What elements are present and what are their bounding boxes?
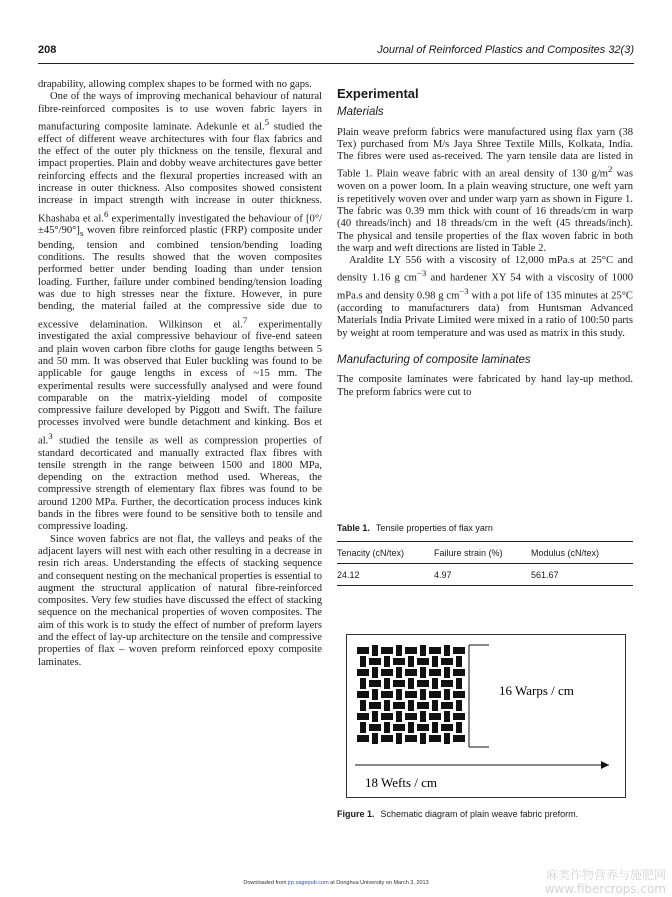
- weft-yarn-crossing: [417, 724, 429, 731]
- warp-yarn-crossing: [420, 711, 426, 722]
- warp-yarn-crossing: [456, 678, 462, 689]
- weft-yarn-crossing: [453, 669, 465, 676]
- warp-yarn-crossing: [432, 656, 438, 667]
- weft-yarn-crossing: [441, 724, 453, 731]
- weft-yarn-crossing: [381, 669, 393, 676]
- weft-yarn-crossing: [453, 735, 465, 742]
- materials-paragraph-1: Plain weave preform fabrics were manufactured using flax yarn (38 Tex) purchased from M/s Jaya Shree Textile Mills, Kolkata, India. The fibres were used as-received. The yarn tensile data are listed in Table 1. Plain weave fabric with an areal density of 130 $g/m^2$ was woven on a power loom. In a plain weaving structure, one weft yarn is repetitively woven over and under warp yarn as shown in Figure 1. The fabric was 0.39 mm thick with count of 16 threads/cm in warp (40 threads/inch) and 18 threads/cm in the weft (45 threads/inch). The physical and tensile properties of the flax woven fabric in both the warp and weft directions are listed in Table 2.: [337, 126, 633, 254]
- weft-yarn-crossing: [381, 647, 393, 654]
- weft-yarn-crossing: [357, 669, 369, 676]
- manufacturing-paragraph: The composite laminates were fabricated by hand lay-up method. The preform fabrics were cut to: [337, 374, 633, 398]
- weave-pattern: [357, 645, 465, 744]
- warp-yarn-crossing: [408, 722, 414, 733]
- subsection-heading-materials: Materials: [337, 106, 384, 119]
- table-header-cell: Tenacity (cN/tex): [337, 547, 405, 558]
- paragraph-2: One of the ways of improving mechanical behaviour of natural fibre-reinforced composites is to use woven fabric layers in manufacturing composite laminate. Adekunle et al.$^5$ studied the effect of different weave architectures with four flax fabrics and the effect of the outer ply thickness on the tensile, flexural and impact properties. Plain and dobby weave architectures gave better reinforcing effects and the flexural properties increased with an increase in outer thickness. Also composites showed consistent increase in impact strength with increase in outer thickness. Khashaba et al.$^6$ experimentally investigated the behaviour of $[0^\circ/\pm 45^\circ/90^\circ]_s$ woven fibre reinforced plastic (FRP) composite under bending, tension and combined tension/bending loading conditions. The results showed that the woven composites performed better under bending loading than under tension loading. Further, failure under combined bending/tension loading was due to high stresses near the fixture. However, in pure bending, the material failed at the compressive side due to excessive delamination. Wilkinson et al.$^7$ experimentally investigated the axial compressive behaviour of five-end sateen and plain woven carbon fibre cloths for gauge lengths between 5 and 50 mm. It was observed that Euler buckling was found to be applicable for gauge lengths in excess of ~15 mm. The experimental results were successfully analysed and were found comparable on the matrix-yielding model of composite compressive failure developed by Piggott and Swift. The failure processes involved were bundle detachment and kinking. Bos et al.$^3$ studied the tensile as well as compression properties of standard decorticated and manually extracted flax fibres with tensile strength in the range between 1500 and 1800 MPa, depending on the extraction method used. Whereas, the compressive strength of elementary flax fibres was found to be around 1200 MPa. Further, the decortication process induces kink bands in the fibres were found to be sensitive both to tensile and compressive loading.: [38, 91, 322, 533]
- warp-yarn-crossing: [444, 667, 450, 678]
- weft-yarn-crossing: [357, 691, 369, 698]
- weft-yarn-crossing: [393, 702, 405, 709]
- warp-yarn-crossing: [372, 733, 378, 744]
- warp-yarn-crossing: [444, 689, 450, 700]
- header-rule: [38, 63, 634, 64]
- weft-yarn-crossing: [405, 691, 417, 698]
- subsection-heading-manufacturing: Manufacturing of composite laminates: [337, 353, 531, 366]
- weft-yarn-crossing: [441, 680, 453, 687]
- citation-5[interactable]: 5: [264, 116, 269, 127]
- watermark-url: www.fibercrops.com: [544, 882, 666, 896]
- weft-yarn-crossing: [369, 658, 381, 665]
- weft-yarn-crossing: [393, 724, 405, 731]
- weft-yarn-crossing: [453, 713, 465, 720]
- citation-7[interactable]: 7: [242, 314, 248, 325]
- warp-yarn-crossing: [420, 689, 426, 700]
- warp-yarn-crossing: [432, 722, 438, 733]
- warp-yarn-crossing: [396, 689, 402, 700]
- warp-yarn-crossing: [360, 700, 366, 711]
- table-1: [337, 523, 633, 586]
- watermark: [545, 868, 666, 896]
- page-number: 208: [38, 44, 57, 56]
- weft-yarn-crossing: [429, 647, 441, 654]
- weft-yarn-crossing: [441, 702, 453, 709]
- paragraph-1: drapability, allowing complex shapes to be formed with no gaps.: [38, 79, 312, 90]
- watermark-chinese: 麻类作物营养与施肥网: [545, 868, 666, 882]
- weft-yarn-crossing: [369, 702, 381, 709]
- warp-yarn-crossing: [456, 656, 462, 667]
- table-row: [337, 564, 633, 586]
- table-cell: 4.97: [434, 569, 452, 580]
- download-footer: Downloaded from jrp.sagepub.com at Donghua University on March 3, 2013: [243, 880, 429, 886]
- warp-yarn-crossing: [384, 678, 390, 689]
- weft-yarn-crossing: [381, 713, 393, 720]
- warp-yarn-crossing: [360, 678, 366, 689]
- figure-1: [346, 634, 626, 798]
- warp-yarn-crossing: [420, 733, 426, 744]
- table-header-row: [337, 541, 633, 564]
- weft-yarn-crossing: [417, 702, 429, 709]
- figure-caption: Figure 1. Schematic diagram of plain weave fabric preform.: [337, 809, 579, 819]
- materials-paragraph-2: Araldite LY 556 with a viscosity of 12,000 mPa.s at 25°C and density 1.16 g $cm^{-3}$ and hardener XY 54 with a viscosity of 1000 mPa.s and density 0.98 g $cm^{-3}$ with a pot life of 135 minutes at 25°C (according to manufacturers data) from Huntsman Advanced Materials India Private Limited were mixed in a ratio of 100:50 parts by weight at room temperature and was used as matrix in this study.: [337, 255, 633, 339]
- wefts-label: 18 Wefts / cm: [365, 775, 438, 790]
- table-cell: 561.67: [531, 569, 559, 580]
- citation-3[interactable]: 3: [48, 430, 53, 441]
- right-column: [337, 88, 633, 399]
- table-header-cell: Failure strain (%): [434, 547, 503, 558]
- warp-yarn-crossing: [384, 700, 390, 711]
- weft-yarn-crossing: [381, 691, 393, 698]
- warps-label: 16 Warps / cm: [499, 683, 574, 698]
- warp-yarn-crossing: [396, 667, 402, 678]
- plain-weave-schematic: [347, 635, 625, 797]
- warp-yarn-crossing: [420, 645, 426, 656]
- left-column: [38, 79, 322, 669]
- weft-yarn-crossing: [357, 713, 369, 720]
- weft-yarn-crossing: [429, 669, 441, 676]
- paragraph-3: Since woven fabrics are not flat, the valleys and peaks of the adjacent layers will nest with each other resulting in a decrease in resin rich areas. Understanding the effects of stacking sequence and consequent nesting on the mechanical properties is essential to augment the structural application of natural fibre-reinforced composites. Very few studies have discussed the effect of stacking sequence on the mechanical properties of woven composites. The aim of this work is to study the effect of number of preform layers and the effect of lay-up architecture on the tensile and compressive properties of flax – woven preform reinforced epoxy composite laminates.: [38, 533, 322, 668]
- warp-yarn-crossing: [408, 656, 414, 667]
- warp-yarn-crossing: [372, 689, 378, 700]
- warp-yarn-crossing: [384, 656, 390, 667]
- warp-yarn-crossing: [372, 667, 378, 678]
- warp-yarn-crossing: [396, 733, 402, 744]
- warp-yarn-crossing: [372, 645, 378, 656]
- section-heading-experimental: Experimental: [337, 86, 419, 101]
- warp-yarn-crossing: [432, 700, 438, 711]
- warp-yarn-crossing: [372, 711, 378, 722]
- warp-yarn-crossing: [360, 722, 366, 733]
- table-cell: 24.12: [337, 569, 360, 580]
- weft-yarn-crossing: [429, 691, 441, 698]
- weft-arrow-head: [601, 761, 609, 769]
- warp-yarn-crossing: [396, 645, 402, 656]
- warp-yarn-crossing: [444, 733, 450, 744]
- weft-yarn-crossing: [357, 735, 369, 742]
- warp-yarn-crossing: [444, 711, 450, 722]
- warp-yarn-crossing: [456, 722, 462, 733]
- weft-yarn-crossing: [393, 680, 405, 687]
- warp-yarn-crossing: [408, 700, 414, 711]
- running-header: [38, 44, 634, 60]
- warp-yarn-crossing: [360, 656, 366, 667]
- weft-yarn-crossing: [429, 735, 441, 742]
- weft-yarn-crossing: [393, 658, 405, 665]
- weft-yarn-crossing: [405, 735, 417, 742]
- warp-yarn-crossing: [444, 645, 450, 656]
- warp-yarn-crossing: [420, 667, 426, 678]
- weft-yarn-crossing: [357, 647, 369, 654]
- weft-yarn-crossing: [417, 680, 429, 687]
- sagepub-link[interactable]: jrp.sagepub.com: [287, 880, 329, 886]
- journal-title: Journal of Reinforced Plastics and Composites 32(3): [377, 44, 634, 56]
- table-header-cell: Modulus (cN/tex): [531, 547, 600, 558]
- weft-yarn-crossing: [429, 713, 441, 720]
- weft-yarn-crossing: [369, 680, 381, 687]
- warp-yarn-crossing: [432, 678, 438, 689]
- weft-yarn-crossing: [369, 724, 381, 731]
- weft-yarn-crossing: [381, 735, 393, 742]
- weft-yarn-crossing: [417, 658, 429, 665]
- citation-6[interactable]: 6: [103, 208, 109, 219]
- warp-yarn-crossing: [384, 722, 390, 733]
- weft-yarn-crossing: [453, 691, 465, 698]
- weft-yarn-crossing: [441, 658, 453, 665]
- weft-yarn-crossing: [453, 647, 465, 654]
- warp-yarn-crossing: [456, 700, 462, 711]
- warp-yarn-crossing: [396, 711, 402, 722]
- weft-yarn-crossing: [405, 669, 417, 676]
- weft-yarn-crossing: [405, 647, 417, 654]
- table-caption: Table 1. Tensile properties of flax yarn: [337, 523, 493, 533]
- weft-yarn-crossing: [405, 713, 417, 720]
- warp-yarn-crossing: [408, 678, 414, 689]
